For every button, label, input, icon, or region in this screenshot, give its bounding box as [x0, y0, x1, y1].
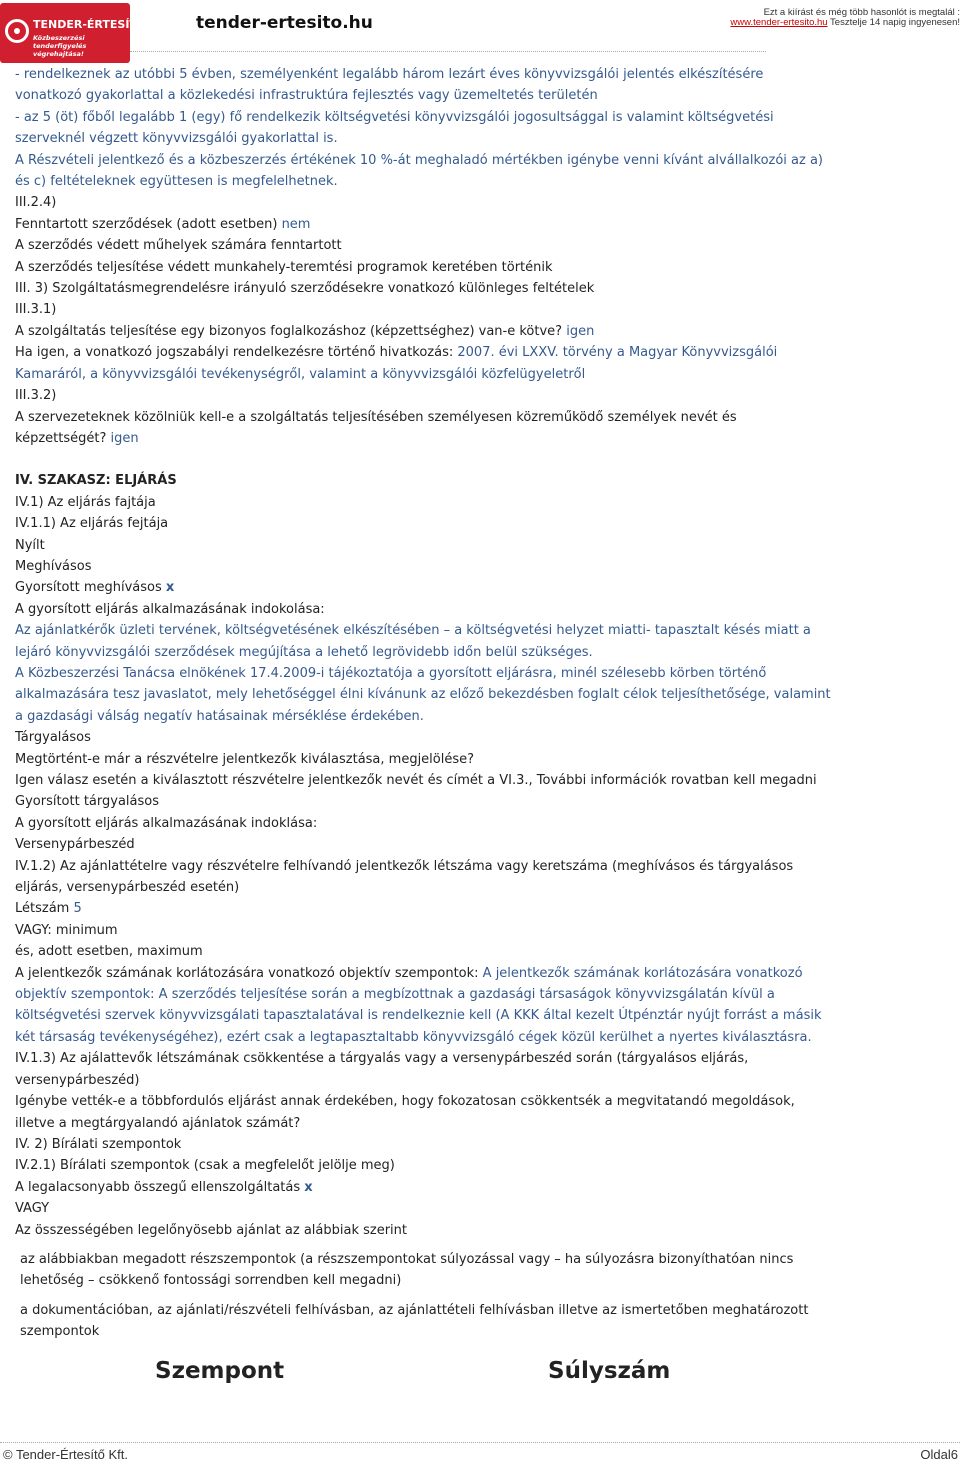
- line-text: költségvetési szervek könyvvizsgálati tapasztalatával is rendelkeznie kell (A KKK által kezelt Útpénztár nyújt forrást a másik: [15, 1008, 822, 1024]
- line-text: Versenypárbeszéd: [15, 837, 135, 853]
- text-line: [20, 1270, 805, 1291]
- text-line: [15, 599, 805, 620]
- text-line: [15, 150, 823, 171]
- line-text: A legalacsonyabb összegű ellenszolgáltatás: [15, 1179, 305, 1195]
- line-text: IV.1.1) Az eljárás fejtája: [15, 516, 169, 532]
- line-text: Kamaráról, a könyvvizsgálói tevékenységről, valamint a könyvvizsgálói közfelügyeletről: [15, 366, 586, 382]
- text-line: [15, 235, 805, 256]
- text-line: [20, 1300, 809, 1321]
- text-line: [15, 1070, 805, 1091]
- line-text: szempontok: [20, 1324, 100, 1340]
- line-text: A Részvételi jelentkező és a közbeszerzés értékének 10 %-át meghaladó mértékben igénybe venni kívánt alvállalkozói az a): [15, 152, 823, 168]
- text-line: [15, 620, 811, 641]
- text-line: [15, 278, 805, 299]
- spacer: [15, 449, 805, 470]
- line-text: IV.1.2) Az ajánlattételre vagy részvételre felhívandó jelentkezők létszáma vagy keretszáma (meghívásos és tárgyalásos: [15, 858, 794, 874]
- promo-line: Ezt a kiírást és még több hasonlót is megtalál :: [763, 7, 960, 18]
- line-text: lehetőség – csökkenő fontossági sorrendben kell megadni): [20, 1273, 402, 1289]
- text-line: [15, 898, 805, 919]
- line-text: - rendelkeznek az utóbbi 5 évben, személyenként legalább három lezárt éves könyvvizsgálói jelentés elkészítésére: [15, 67, 764, 82]
- line-text: A jelentkezők számának korlátozására vonatkozó objektív szempontok:: [15, 965, 483, 981]
- footer-divider: [0, 1442, 960, 1443]
- text-line: [15, 407, 805, 428]
- text-line: [15, 1091, 805, 1112]
- line-text: versenypárbeszéd): [15, 1072, 140, 1088]
- line-text: Igen válasz esetén a kiválasztott részvételre jelentkezők nevét és címét a VI.3., További információk rovatban kell megadni: [15, 773, 817, 788]
- text-line: [15, 856, 805, 877]
- text-line: [15, 171, 805, 192]
- field-value: igen: [110, 430, 139, 446]
- line-text: A szerződés védett műhelyek számára fenntartott: [15, 238, 342, 254]
- promo-trial-text: Tesztelje 14 napig ingyenesen!: [827, 17, 960, 28]
- line-text: Gyorsított tárgyalásos: [15, 794, 159, 810]
- text-line: [15, 513, 805, 534]
- text-line: [15, 128, 805, 149]
- footer-page-number: Oldal6: [920, 1447, 958, 1462]
- line-text: Igénybe vették-e a többfordulós eljárást annak érdekében, hogy fokozatosan csökkentsék a megvitatandó megoldások,: [15, 1094, 795, 1110]
- field-value: A jelentkezők számának korlátozására vonatkozó: [482, 965, 803, 981]
- text-line: [15, 1027, 812, 1048]
- line-text: Meghívásos: [15, 558, 92, 574]
- text-line: [15, 963, 805, 984]
- column-header-criterion: Szempont: [155, 1357, 285, 1384]
- text-line: [15, 1048, 805, 1069]
- text-line: [15, 85, 805, 106]
- text-line: [15, 920, 805, 941]
- line-text: szerveknél végzett könyvvizsgálói gyakorlattal is.: [15, 131, 338, 147]
- line-text: A szervezeteknek közölniük kell-e a szolgáltatás teljesítésében személyesen közreműködő személyek nevét és: [15, 409, 737, 425]
- text-line: [15, 64, 805, 85]
- criteria-table-header: [15, 1358, 805, 1398]
- line-text: A szerződés teljesítése védett munkahely-teremtési programok keretében történik: [15, 259, 553, 275]
- text-line: [15, 299, 805, 320]
- header-divider: [130, 51, 766, 52]
- text-line: [15, 577, 805, 598]
- logo-name: TENDER-ÉRTESÍTŐ.hu: [33, 18, 167, 31]
- text-line: [15, 1198, 805, 1219]
- line-text: Gyorsított meghívásos: [15, 580, 166, 596]
- promo-link[interactable]: www.tender-ertesito.hu: [730, 17, 828, 28]
- line-text: objektív szempontok: A szerződés teljesítése során a megbízottnak a gazdasági társaságok könyvvizsgálatán kívül a: [15, 987, 775, 1003]
- line-text: Az ajánlatkérők üzleti tervének, költségvetésének elkészítésében – a költségvetési helyzet miatti- tapasztalt késés miatt a: [15, 623, 811, 639]
- line-text: és c) feltételeknek együttesen is megfelelhetnek.: [15, 174, 338, 190]
- text-line: [15, 1134, 805, 1155]
- column-header-weight: Súlyszám: [548, 1357, 671, 1384]
- line-text: képzettségét?: [15, 430, 111, 446]
- text-line: [15, 1005, 822, 1026]
- spacer: [15, 1241, 805, 1249]
- text-line: [15, 342, 805, 363]
- line-text: lejáró könyvvizsgálói szerződések megújítása a lehető legrövidebb időn belül szükséges.: [15, 644, 593, 660]
- text-line: [15, 642, 805, 663]
- text-line: [15, 1155, 805, 1176]
- text-line: [15, 834, 805, 855]
- text-line: [15, 492, 805, 513]
- line-text: III.2.4): [15, 195, 57, 211]
- field-value: 5: [73, 901, 82, 917]
- text-line: [15, 877, 805, 898]
- promo-notice: [730, 8, 960, 28]
- logo-tagline: Közbeszerzési tenderfigyelés végrehajtása!: [33, 34, 87, 58]
- line-text: illetve a megtárgyalandó ajánlatok számát?: [15, 1115, 301, 1131]
- text-line: [15, 535, 805, 556]
- line-text: a gazdasági válság negatív hatásainak mérséklése érdekében.: [15, 708, 424, 724]
- text-line: [15, 684, 831, 705]
- text-line: [15, 941, 805, 962]
- line-text: VAGY: [15, 1201, 50, 1217]
- line-text: Tárgyalásos: [15, 730, 91, 746]
- text-line: [20, 1321, 805, 1342]
- site-title[interactable]: tender-ertesito.hu: [196, 13, 373, 33]
- text-line: [15, 770, 817, 791]
- line-text: eljárás, versenypárbeszéd esetén): [15, 880, 240, 896]
- text-line: [15, 984, 805, 1005]
- field-value: nem: [281, 216, 311, 232]
- document-body: [15, 64, 831, 1398]
- text-line: [15, 749, 805, 770]
- line-text: IV.1) Az eljárás fajtája: [15, 494, 156, 510]
- spacer: [15, 1292, 805, 1300]
- line-text: III.3.2): [15, 388, 57, 404]
- page-header: [0, 0, 960, 58]
- text-line: [15, 706, 805, 727]
- text-line: [15, 192, 805, 213]
- text-line: [15, 214, 805, 235]
- line-text: a dokumentációban, az ajánlati/részvételi felhívásban, az ajánlattételi felhívásban illetve az ismertetőben meghatározott: [20, 1302, 809, 1318]
- line-text: A szolgáltatás teljesítése egy bizonyos foglalkozáshoz (képzettséghez) van-e kötve?: [15, 323, 567, 339]
- line-text: III. 3) Szolgáltatásmegrendelésre irányuló szerződésekre vonatkozó különleges feltételek: [15, 281, 595, 297]
- text-line: [15, 813, 805, 834]
- line-text: - az 5 (öt) főből legalább 1 (egy) fő rendelkezik költségvetési könyvvizsgálói jogosultsággal is valamint költségvetési: [15, 109, 774, 125]
- text-line: [15, 321, 805, 342]
- text-line: [15, 257, 805, 278]
- line-text: A Közbeszerzési Tanácsa elnökének 17.4.2009-i tájékoztatója a gyorsított eljárásra, minél szélesebb körben történő: [15, 665, 767, 681]
- field-value: 2007. évi LXXV. törvény a Magyar Könyvvizsgálói: [457, 345, 778, 361]
- selected-mark: x: [304, 1179, 313, 1195]
- text-line: [15, 1177, 805, 1198]
- text-line: [15, 791, 805, 812]
- field-value: igen: [566, 323, 595, 339]
- line-text: két társaság tevékenységéhez), ezért csak a legtapasztaltabb könyvvizsgáló cégek közül kerülhet a nyertes kiválasztásra.: [15, 1029, 812, 1045]
- site-logo[interactable]: [0, 3, 167, 63]
- text-line: [20, 1249, 805, 1270]
- line-text: Nyílt: [15, 537, 45, 553]
- line-text: III.3.1): [15, 302, 57, 318]
- text-line: [15, 385, 805, 406]
- line-text: vonatkozó gyakorlattal a közlekedési infrastruktúra fejlesztés vagy üzemeltetés területén: [15, 88, 598, 104]
- line-text: IV. SZAKASZ: ELJÁRÁS: [15, 473, 177, 489]
- line-text: A gyorsított eljárás alkalmazásának indokolása:: [15, 601, 325, 617]
- text-line: [15, 556, 805, 577]
- line-text: VAGY: minimum: [15, 922, 118, 938]
- line-text: Az összességében legelőnyösebb ajánlat az alábbiak szerint: [15, 1222, 407, 1238]
- line-text: IV.1.3) Az ajálattevők létszámának csökkentése a tárgyalás vagy a versenypárbeszéd során (tárgyalásos eljárás,: [15, 1051, 749, 1067]
- line-text: IV. 2) Bírálati szempontok: [15, 1136, 182, 1152]
- line-text: Létszám: [15, 901, 74, 917]
- target-logo-icon: [5, 19, 29, 43]
- text-line: [15, 428, 805, 449]
- text-line: [15, 1220, 805, 1241]
- text-line: [15, 364, 805, 385]
- section-heading: [15, 470, 805, 491]
- line-text: IV.2.1) Bírálati szempontok (csak a megfelelőt jelölje meg): [15, 1158, 395, 1174]
- line-text: Fenntartott szerződések (adott esetben): [15, 216, 282, 232]
- text-line: [15, 1113, 805, 1134]
- line-text: Megtörtént-e már a részvételre jelentkezők kiválasztása, megjelölése?: [15, 751, 475, 767]
- line-text: Ha igen, a vonatkozó jogszabályi rendelkezésre történő hivatkozás:: [15, 345, 458, 361]
- line-text: és, adott esetben, maximum: [15, 944, 203, 960]
- text-line: [15, 107, 805, 128]
- footer-copyright: © Tender-Értesítő Kft.: [3, 1447, 128, 1462]
- selected-mark: x: [165, 580, 175, 596]
- text-line: [15, 663, 805, 684]
- line-text: A gyorsított eljárás alkalmazásának indoklása:: [15, 815, 318, 831]
- line-text: az alábbiakban megadott részszempontok (a részszempontokat súlyozással vagy – ha súlyozásra bizonyíthatóan nincs: [20, 1251, 794, 1267]
- line-text: alkalmazására tesz javaslatot, mely lehetőséggel élni kívánunk az előző bekezdésben foglalt célok teljesíthetősége, valamint: [15, 687, 831, 703]
- text-line: [15, 727, 805, 748]
